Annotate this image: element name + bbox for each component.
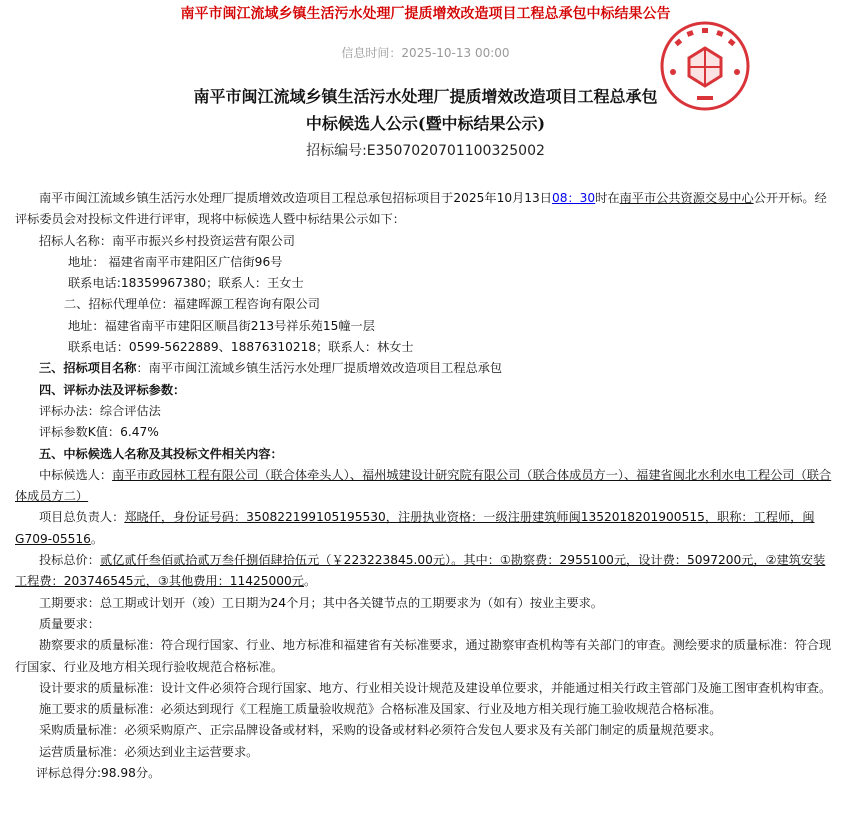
- opening-place: 南平市公共资源交易中心: [619, 191, 754, 205]
- section-4-title: 四、评标办法及评标参数：: [39, 382, 186, 397]
- section-3-project-name: 三、招标项目名称：南平市闽江流域乡镇生活污水处理厂提质增效改造项目工程总承包: [39, 361, 503, 376]
- tenderer-name: 招标人名称：南平市振兴乡村投资运营有限公司: [39, 233, 295, 248]
- tenderer-address: 地址： 福建省南平市建阳区广信街96号: [68, 254, 283, 269]
- duration-requirement: 工期要求：总工期或计划开（竣）工日期为24个月；其中各关键节点的工期要求为（如有）按业主要求。: [39, 595, 603, 610]
- bid-number: 招标编号:E3507020701100325002: [306, 143, 545, 159]
- quality-title: 质量要求：: [39, 616, 100, 631]
- operation-quality: 运营质量标准：必须达到业主运营要求。: [39, 744, 259, 759]
- section-5-title: 五、中标候选人名称及其投标文件相关内容：: [39, 446, 283, 461]
- agent-contact: 联系电话：0599-5622889、18876310218；联系人：林女士: [68, 340, 414, 355]
- eval-method: 评标办法：综合评估法: [39, 403, 161, 418]
- procurement-quality: 采购质量标准：必须采购原产、正宗品牌设备或材料，采购的设备或材料必须符合发包人要求及有关部门制定的质量规范要求。: [39, 723, 722, 738]
- total-score: 评标总得分:98.98分。: [36, 766, 161, 781]
- agent-address: 地址：福建省南平市建阳区顺昌街213号祥乐苑15幢一层: [68, 318, 375, 333]
- announcement-body: [15, 188, 835, 784]
- eval-parameter: 评标参数K值：6.47%: [39, 425, 159, 440]
- tenderer-contact: 联系电话:18359967380；联系人：王女士: [68, 276, 304, 291]
- intro-paragraph: 南平市闽江流域乡镇生活污水处理厂提质增效改造项目工程总承包招标项目于2025年10月13日08：30时在南平市公共资源交易中心公开开标。经评标委员会对投标文件进行评审，现将中标候选人暨中标结果公示如下：: [15, 191, 827, 227]
- info-time: 信息时间：2025-10-13 00:00: [341, 46, 510, 60]
- announcement-title: 南平市闽江流域乡镇生活污水处理厂提质增效改造项目工程总承包中标结果公告: [180, 6, 671, 22]
- document-title-line2: 中标候选人公示(暨中标结果公示): [305, 114, 546, 133]
- winning-candidate: 中标候选人：南平市政园林工程有限公司（联合体牵头人）、福州城建设计研究院有限公司（联合体成员方一）、福建省闽北水利水电工程公司（联合体成员方二）: [15, 467, 832, 504]
- design-quality: 设计要求的质量标准：设计文件必须符合现行国家、地方、行业相关设计规范及建设单位要求，并能通过相关行政主管部门及施工图审查机构审查。: [39, 680, 832, 695]
- bid-price: 投标总价：贰亿贰仟叁佰贰拾贰万叁仟捌佰肆拾伍元（￥223223845.00元）。其中：①勘察费：2955100元，设计费：5097200元，②建筑安装工程费：203746545元，③其他费用：11425000元。: [15, 553, 826, 589]
- project-manager: 项目总负责人：郑晓仟，身份证号码：350822199105195530，注册执业资格：一级注册建筑师闽1352018201900515，职称：工程师，闽G709-05516。: [15, 510, 815, 546]
- opening-time: 08：30: [551, 191, 596, 205]
- survey-quality: 勘察要求的质量标准：符合现行国家、行业、地方标准和福建省有关标准要求，通过勘察审查机构等有关部门的审查。测绘要求的质量标准：符合现行国家、行业及地方相关现行验收规范合格标准。: [15, 638, 832, 674]
- document-title-line1: 南平市闽江流域乡镇生活污水处理厂提质增效改造项目工程总承包: [193, 87, 658, 106]
- construction-quality: 施工要求的质量标准：必须达到现行《工程施工质量验收规范》合格标准及国家、行业及地方相关现行施工验收规范合格标准。: [39, 702, 722, 717]
- agent-name: 二、招标代理单位：福建晖源工程咨询有限公司: [64, 297, 320, 312]
